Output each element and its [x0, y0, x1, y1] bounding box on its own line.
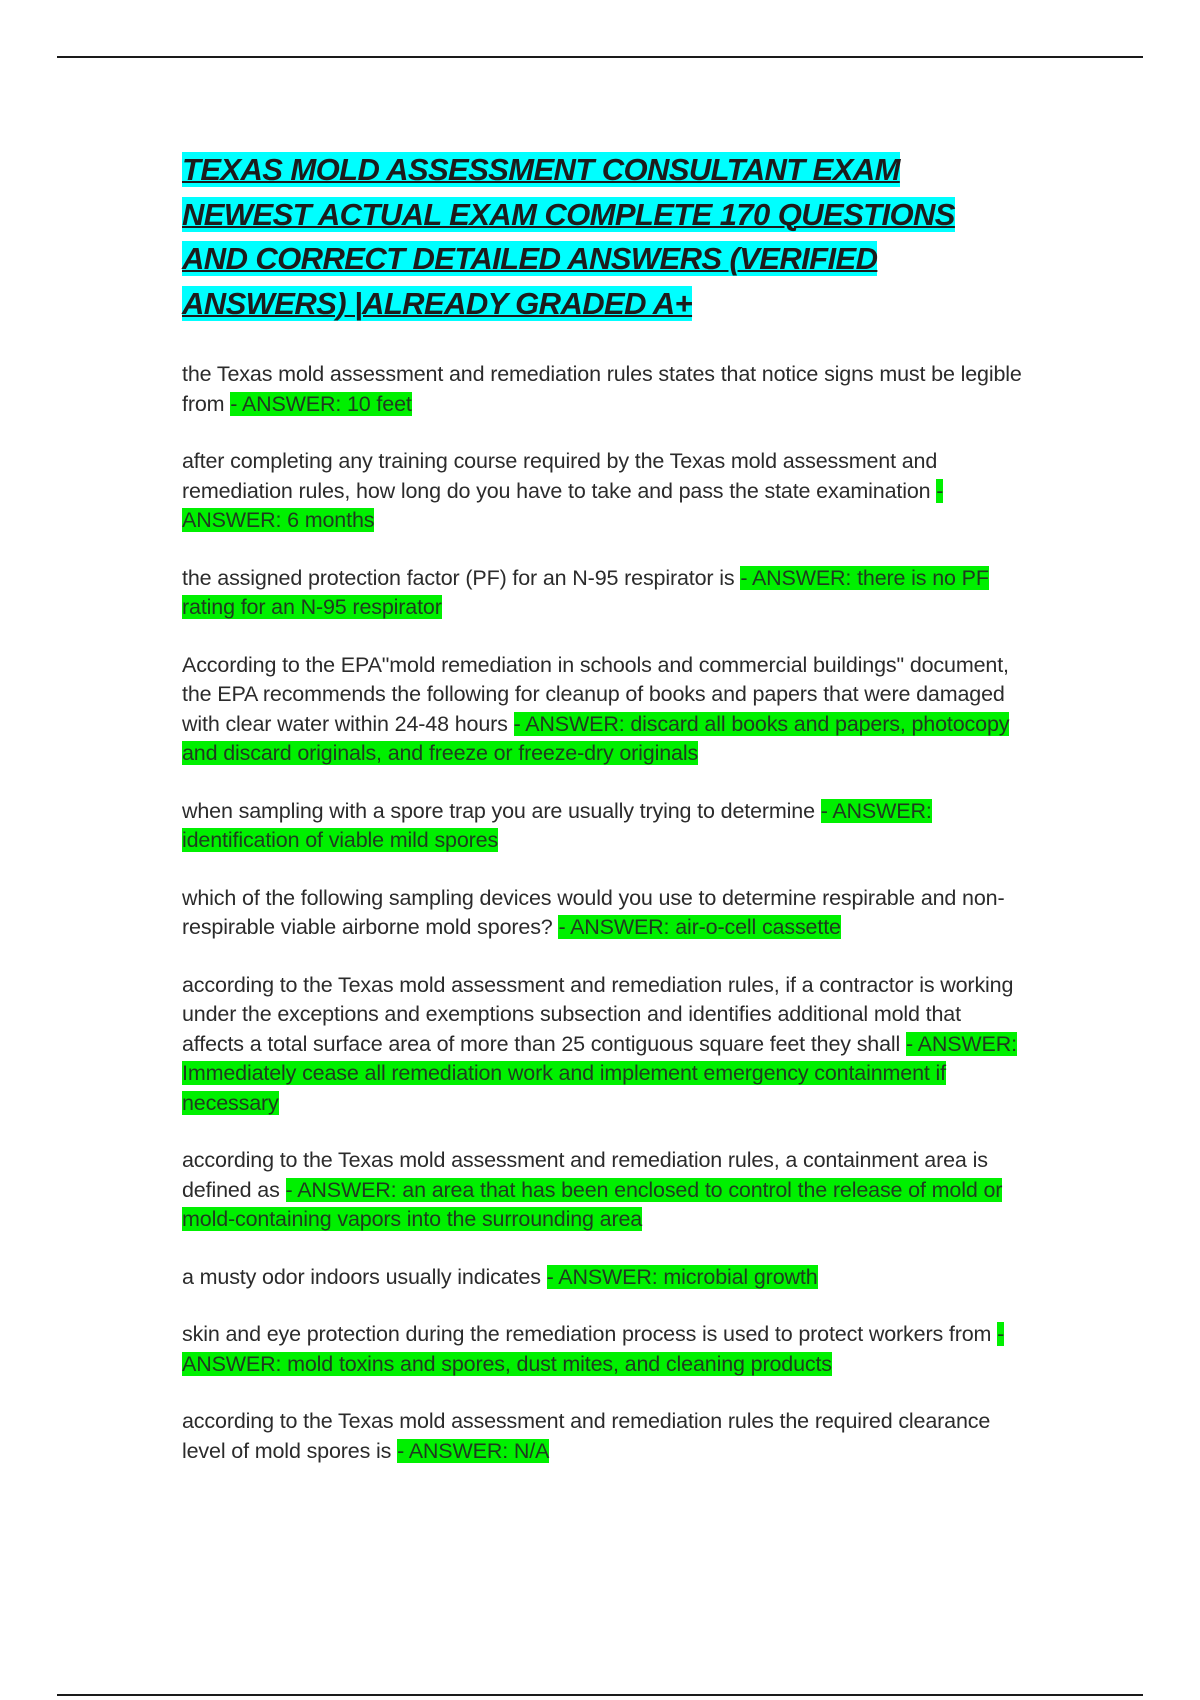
answer-text: - ANSWER: an area that has been enclosed to control the release of mold or mold-containing vapors into the surrounding area — [182, 1177, 1003, 1231]
question-text: a musty odor indoors usually indicates — [182, 1264, 547, 1289]
qa-item — [182, 1263, 1022, 1293]
answer-text: - ANSWER: there is no PF rating for an N-95 respirator — [182, 565, 989, 619]
qa-item — [182, 360, 1022, 419]
top-rule — [57, 56, 1143, 58]
answer-text: - ANSWER: discard all books and papers, photocopy and discard originals, and freeze or freeze-dry originals — [182, 711, 1010, 765]
question-text: when sampling with a spore trap you are usually trying to determine — [182, 798, 821, 823]
answer-text: - ANSWER: 6 months — [182, 478, 944, 532]
question-text: skin and eye protection during the remediation process is used to protect workers from — [182, 1322, 998, 1346]
qa-item — [182, 971, 1022, 1119]
answer-text: - ANSWER: Immediately cease all remediation work and implement emergency containment if necessary — [182, 1031, 1017, 1115]
answer-text: - ANSWER: N/A — [397, 1438, 550, 1463]
qa-item — [182, 1146, 1022, 1235]
document-title-text: TEXAS MOLD ASSESSMENT CONSULTANT EXAM NEWEST ACTUAL EXAM COMPLETE 170 QUESTIONS AND CORRECT DETAILED ANSWERS (VERIFIED ANSWERS) |ALREADY GRADED A+ — [182, 152, 955, 321]
document-title — [182, 148, 1022, 326]
answer-text: - ANSWER: 10 feet — [230, 391, 412, 416]
answer-text: - ANSWER: microbial growth — [546, 1264, 818, 1289]
qa-item — [182, 797, 1022, 856]
qa-item — [182, 651, 1022, 769]
qa-item — [182, 447, 1022, 536]
answer-text: - ANSWER: air-o-cell cassette — [558, 915, 841, 939]
question-text: According to the EPA"mold remediation in schools and commercial buildings" document, the EPA recommends the following for cleanup of books and papers that were damaged with clear water within 24-48 hours — [182, 652, 1009, 736]
qa-item — [182, 1320, 1022, 1379]
question-text: the Texas mold assessment and remediation rules states that notice signs must be legible from — [182, 362, 1022, 416]
question-text: after completing any training course required by the Texas mold assessment and remediation rules, how long do you have to take and pass the state examination — [182, 449, 938, 503]
question-text: according to the Texas mold assessment and remediation rules the required clearance level of mold spores is — [182, 1409, 991, 1463]
bottom-rule — [57, 1694, 1143, 1696]
qa-item — [182, 1407, 1022, 1466]
document-body — [182, 148, 1022, 1494]
answer-text: - ANSWER: mold toxins and spores, dust mites, and cleaning products — [182, 1322, 1005, 1376]
qa-item — [182, 564, 1022, 623]
qa-item — [182, 884, 1022, 943]
question-text: which of the following sampling devices would you use to determine respirable and non-respirable viable airborne mold spores? — [182, 885, 1005, 939]
question-text: the assigned protection factor (PF) for an N-95 respirator is — [182, 565, 741, 590]
question-text: according to the Texas mold assessment and remediation rules, if a contractor is working under the exceptions and exemptions subsection and identifies additional mold that affects a total surface area of more than 25 contiguous square feet they shall — [182, 972, 1014, 1056]
answer-text: - ANSWER: identification of viable mild spores — [182, 798, 932, 852]
question-text: according to the Texas mold assessment and remediation rules, a containment area is defined as — [182, 1148, 988, 1202]
